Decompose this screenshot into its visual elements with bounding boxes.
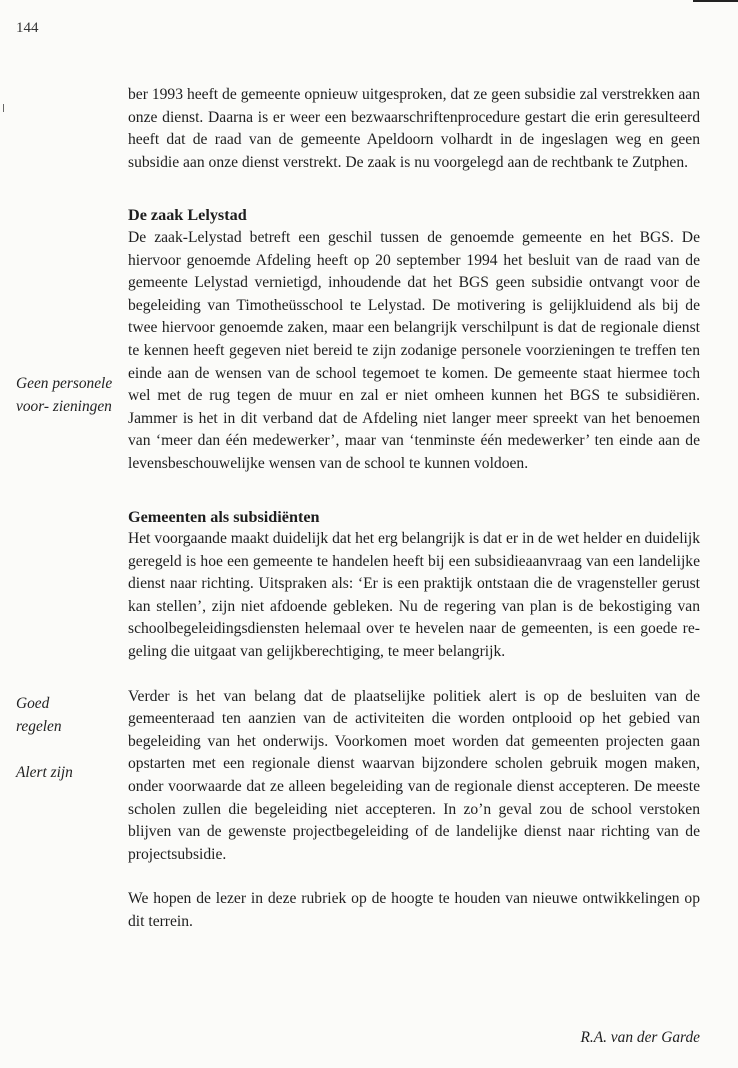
paragraph-closing: We hopen de lezer in deze rubriek op de hoogte te houden van nieuwe ontwikkelingen op dit terrein. (128, 890, 700, 930)
paragraph-gemeenten: Het voorgaande maakt duidelijk dat het erg belangrijk is dat er in de wet helder en duidelijk geregeld is hoe een gemeente te handelen heeft bij een subsidieaanvraag van een landelijke dienst naar richting. Uitspraken als: ‘Er is een praktijk ontstaan die de vragensteller gerust kan stellen’, zijn niet afdoende gebleken. Nu de regering van plan is de bekostiging van schoolbegeleidingsdiensten helemaal over te hevelen naar de gemeenten, is een goede regeling die uitgaat van gelijkberechtiging, te meer belangrijk. (128, 530, 700, 661)
article-body (128, 84, 700, 934)
margin-mark (3, 104, 4, 112)
page-number: 144 (16, 20, 39, 36)
margin-note-geen-personele-voorzieningen: Geen personele voor- zieningen (16, 375, 113, 415)
top-rule (693, 0, 738, 2)
heading-de-zaak-lelystad: De zaak Lelystad (128, 206, 247, 225)
paragraph-lelystad: De zaak-Lelystad betreft een geschil tussen de genoemde gemeente en het BGS. De hiervoor genoemde Afdeling heeft op 20 september 1994 het besluit van de raad van de gemeente Lelystad vernietigd, inhoudende dat het BGS geen subsidie ontvangt voor de begeleiding van Timotheüsschool te Lelystad. De motivering is gelijkluidend als bij de twee hiervoor genoemde zaken, maar een belangrijk verschilpunt is dat de regionale dienst te kennen heeft gegeven niet bereid te zijn zodanige personele voorzieningen te treffen ten einde aan de wensen van de school tegemoet te komen. De gemeente staat hiermee toch wel met de rug tegen de muur en zal er niet omheen kunnen het BGS te subsidiëren. Jammer is het in dit verband dat de Afdeling niet langer meer spreekt van het benoemen van ‘meer dan één medewerker’, maar van ‘tenminste één medewerker’ ten einde aan de levensbeschouwelijke wensen van de school te kunnen voldoen. (128, 228, 700, 472)
paragraph-intro: ber 1993 heeft de gemeente opnieuw uitgesproken, dat ze geen subsidie zal verstrekken aan onze dienst. Daarna is er weer een bezwaarschriftenprocedure gestart die erin geresulteerd heeft dat de raad van de gemeente Apeldoorn volhardt in de ingeslagen weg en geen subsidie aan onze dienst verstrekt. De zaak is nu voorgelegd aan de rechtbank te Zutphen. (128, 86, 700, 171)
paragraph-alert: Verder is het van belang dat de plaatselijke politiek alert is op de besluiten van de gemeenteraad ten aanzien van de activiteiten die worden ontplooid op het gebied van begeleiding van het onderwijs. Voorkomen moet worden dat gemeenten projecten gaan opstarten met een regionale dienst waarvan bijzondere scholen gebruik mogen maken, onder voorwaarde dat ze alleen begeleiding van de regionale dienst accepteren. De meeste scholen zullen die begeleiding niet accepteren. In zo’n geval zou de school verstoken blijven van de gewenste projectbegeleiding of de landelijke dienst naar richting van de projectsubsidie. (128, 687, 700, 863)
heading-gemeenten-als-subsidienten: Gemeenten als subsidiënten (128, 507, 320, 526)
margin-note-goed-regelen: Goed regelen (16, 695, 62, 735)
author-signature: R.A. van der Garde (580, 1029, 700, 1046)
margin-note-alert-zijn: Alert zijn (16, 764, 73, 781)
